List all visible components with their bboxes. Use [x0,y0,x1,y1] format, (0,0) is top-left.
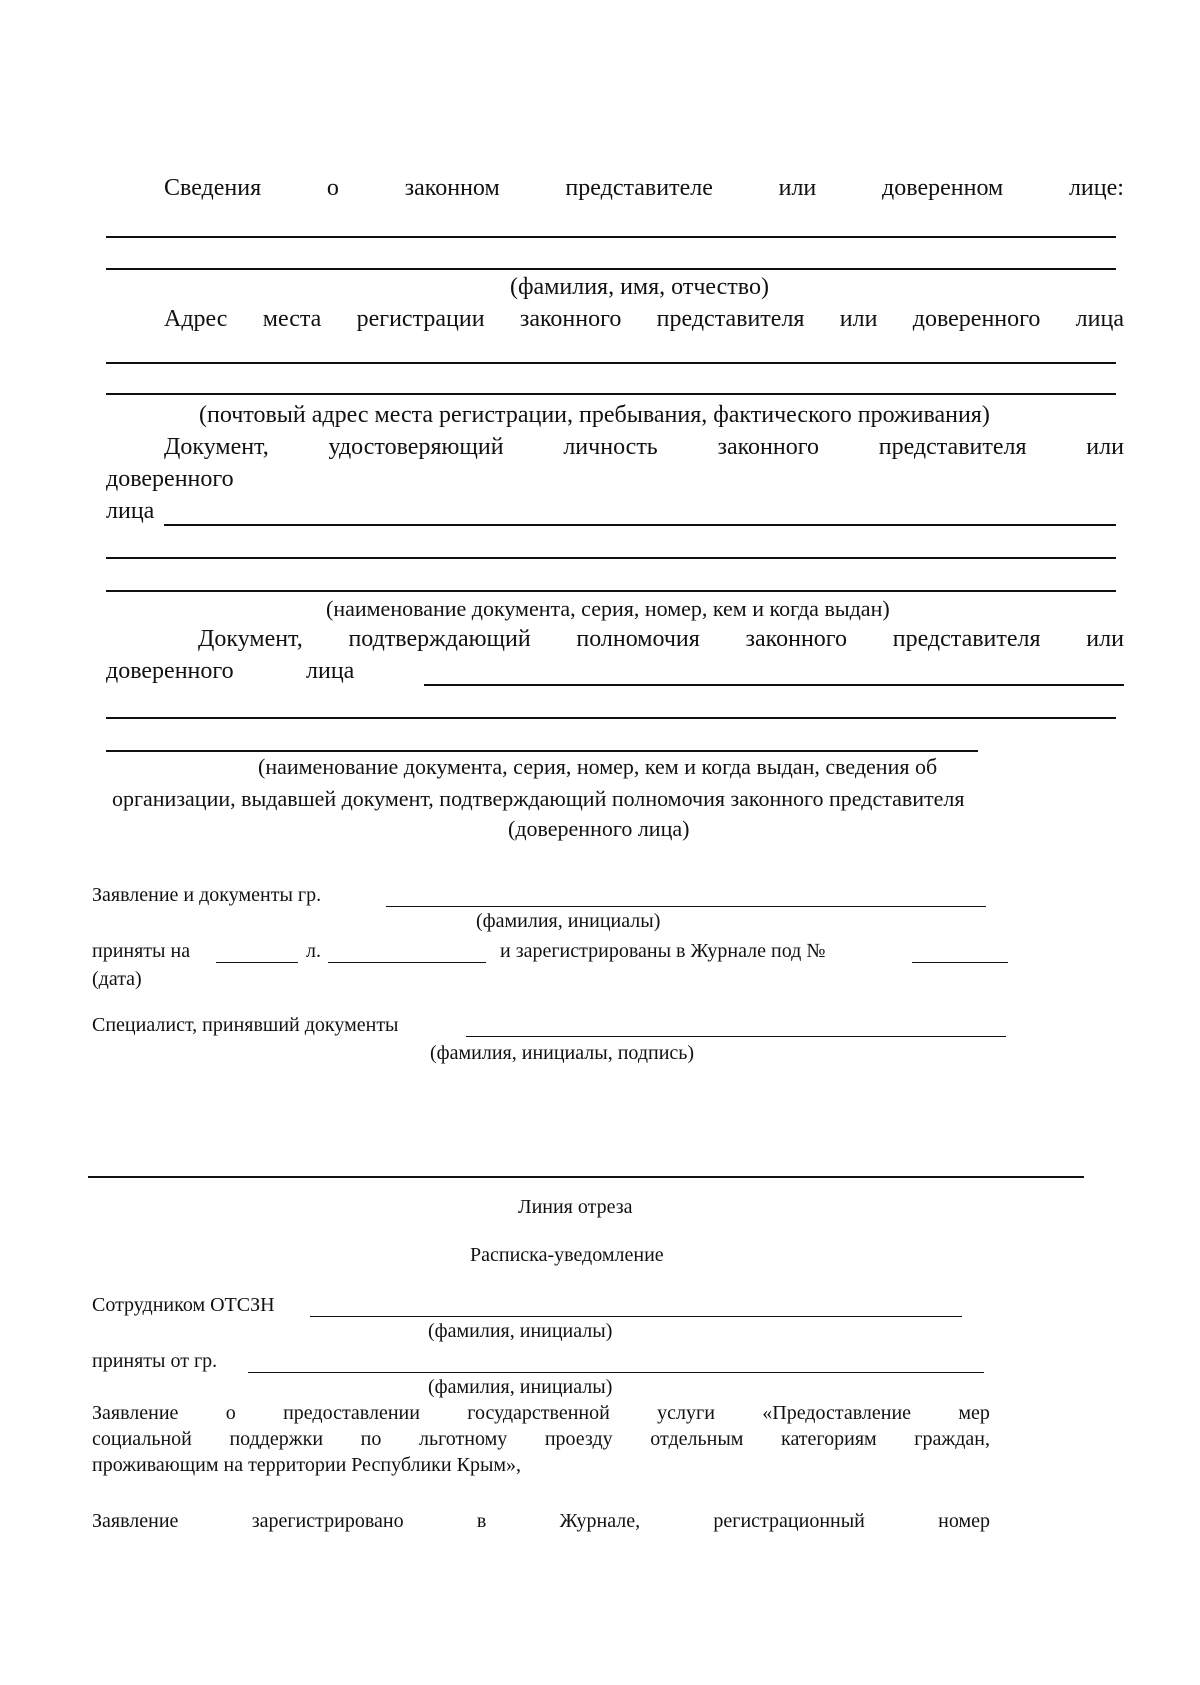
word: Заявление [92,1402,179,1424]
word: регистрации [356,306,485,332]
word: полномочия [576,626,700,652]
fill-line [106,557,1116,559]
caption-signature: (фамилия, инициалы, подпись) [430,1042,695,1064]
fill-line [386,906,986,907]
caption-authority-line3: (доверенного лица) [508,816,690,841]
word: или [839,306,878,332]
fill-line [106,750,978,752]
accepted-on-label: приняты на [92,940,191,962]
word: законном [404,175,500,201]
word: Сведения [164,175,262,201]
word: поддержки [229,1428,324,1450]
caption-authority-line1: (наименование документа, серия, номер, кем и когда выдан, сведения об [258,754,938,779]
fill-line [106,236,1116,238]
identity-doc-heading [164,434,1124,461]
word: граждан, [914,1428,990,1450]
date-caption: (дата) [92,968,142,990]
fill-line [106,393,1116,395]
word: представителе [565,175,713,201]
caption-fio: (фамилия, инициалы) [476,910,661,932]
word: представителя [892,626,1041,652]
word: «Предоставление [762,1402,912,1424]
word: или [1086,626,1124,652]
fill-line [424,684,1124,686]
word: Документ, [198,626,303,652]
registered-line [92,1510,990,1533]
word: Журнале, [559,1510,641,1532]
word: места [262,306,322,332]
word: о [326,175,339,201]
word: Адрес [164,306,228,332]
fill-line [310,1316,962,1317]
caption-authority-line2: организации, выдавшей документ, подтверждающий полномочия законного представителя [112,786,965,811]
word: представителя [656,306,805,332]
fill-line [164,524,1116,526]
word: льготному [418,1428,508,1450]
authority-doc-heading [198,626,1124,653]
word: категориям [781,1428,877,1450]
word: или [1086,434,1124,460]
fill-line [216,962,298,963]
word: лице: [1068,175,1124,201]
notice-title: Расписка-уведомление [470,1244,664,1266]
fill-line [106,362,1116,364]
cut-line [88,1176,1084,1178]
word: доверенного [912,306,1041,332]
word: представителя [878,434,1027,460]
fill-line [912,962,1008,963]
word: Документ, [164,434,269,460]
authority-doc-line2b: лица [306,658,355,684]
word: регистрационный [713,1510,865,1532]
fill-line [106,268,1116,270]
representative-heading [164,175,1124,202]
caption-identity-document: (наименование документа, серия, номер, кем и когда выдан) [326,596,890,621]
word: социальной [92,1428,192,1450]
word: законного [717,434,819,460]
fill-line [106,717,1116,719]
statement-line2 [92,1428,990,1451]
accepted-from-label: приняты от гр. [92,1350,218,1372]
application-label: Заявление и документы гр. [92,884,322,906]
word: личность [563,434,658,460]
caption-postal-address: (почтовый адрес места регистрации, пребывания, фактического проживания) [199,402,990,428]
fill-line [248,1372,984,1373]
statement-line1 [92,1402,990,1425]
word: отдельным [650,1428,744,1450]
word: номер [938,1510,990,1532]
word: по [360,1428,382,1450]
fill-line [466,1036,1006,1037]
address-heading [164,306,1124,333]
word: услуги [657,1402,715,1424]
registered-text: и зарегистрированы в Журнале под № [500,940,826,962]
word: Заявление [92,1510,179,1532]
word: законного [745,626,848,652]
word: доверенном [882,175,1004,201]
caption-full-name: (фамилия, имя, отчество) [510,274,769,300]
word: мер [958,1402,990,1424]
word: или [778,175,817,201]
word: зарегистрировано [251,1510,404,1532]
word: о [225,1402,236,1424]
identity-doc-line2: доверенного [106,466,234,492]
word: предоставлении [283,1402,420,1424]
statement-line3: проживающим на территории Республики Крым», [92,1454,522,1476]
identity-doc-line3: лица [106,498,155,524]
fill-line [328,962,486,963]
sheets-abbr: л. [306,940,321,962]
fill-line [106,590,1116,592]
word: лица [1075,306,1124,332]
word: государственной [467,1402,610,1424]
caption-fio-1: (фамилия, инициалы) [428,1320,613,1342]
authority-doc-line2a: доверенного [106,658,234,684]
word: законного [519,306,622,332]
staff-label: Сотрудником ОТСЗН [92,1294,275,1316]
word: подтверждающий [348,626,531,652]
specialist-label: Специалист, принявший документы [92,1014,399,1036]
word: удостоверяющий [328,434,504,460]
cut-line-label: Линия отреза [518,1196,633,1218]
word: проезду [544,1428,613,1450]
word: в [476,1510,487,1532]
caption-fio-2: (фамилия, инициалы) [428,1376,613,1398]
